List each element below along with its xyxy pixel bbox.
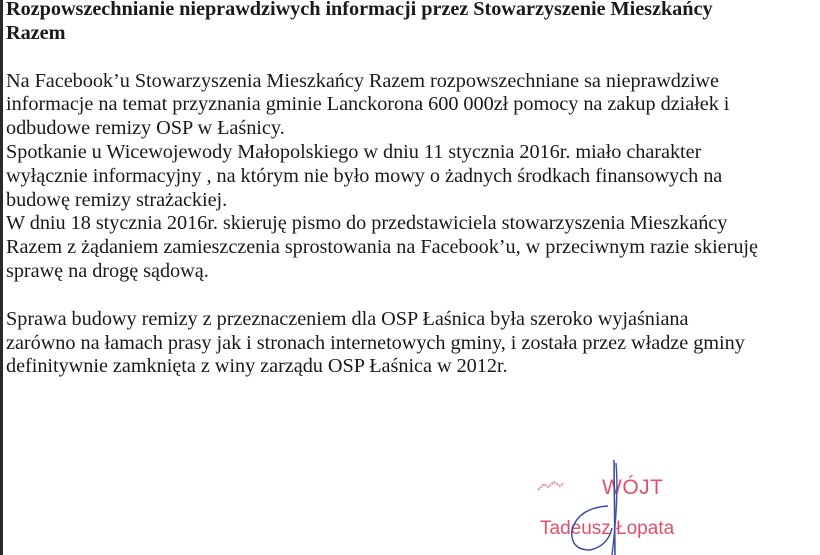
text-line: zarówno na łamach prasy jak i stronach internetowych gminy, i została przez władze gminy <box>6 331 745 354</box>
signature-icon <box>520 458 720 555</box>
text-line: budowę remizy strażackiej. <box>6 188 228 211</box>
page-left-border <box>0 0 3 555</box>
text-line: Na Facebook’u Stowarzyszenia Mieszkańcy Razem rozpowszechniane sa nieprawdziwe <box>6 69 719 92</box>
document-body <box>6 0 820 379</box>
text-line: sprawę na drogę sądową. <box>6 259 209 282</box>
title-line: Rozpowszechnianie nieprawdziwych informacji przez Stowarzyszenie Mieszkańcy <box>6 0 713 20</box>
text-line: odbudowe remizy OSP w Łaśnicy. <box>6 117 285 140</box>
official-stamp <box>520 458 720 555</box>
paragraph-1 <box>6 70 820 284</box>
text-line: Spotkanie u Wicewojewody Małopolskiego w dniu 11 stycznia 2016r. miało charakter <box>6 140 702 163</box>
text-line: Razem z żądaniem zamieszczenia sprostowania na Facebook’u, w przeciwnym razie skieruję <box>6 236 758 259</box>
text-line: informacje na temat przyznania gminie Lanckorona 600 000zł pomocy na zakup działek i <box>6 93 730 116</box>
text-line: Sprawa budowy remizy z przeznaczeniem dla OSP Łaśnica była szeroko wyjaśniana <box>6 307 689 330</box>
text-line: definitywnie zamknięta z winy zarządu OSP Łaśnica w 2012r. <box>6 355 508 378</box>
text-line: wyłącznie informacyjny , na którym nie było mowy o żadnych środkach finansowych na <box>6 164 723 187</box>
paragraph-2 <box>6 308 820 379</box>
title-line: Razem <box>6 21 66 44</box>
stamp-title: WÓJT <box>602 476 664 499</box>
text-line: W dniu 18 stycznia 2016r. skieruję pismo do przedstawiciela stowarzyszenia Mieszkańcy <box>6 212 728 235</box>
stamp-name: Tadeusz Łopata <box>540 518 675 539</box>
document-title <box>6 0 820 46</box>
